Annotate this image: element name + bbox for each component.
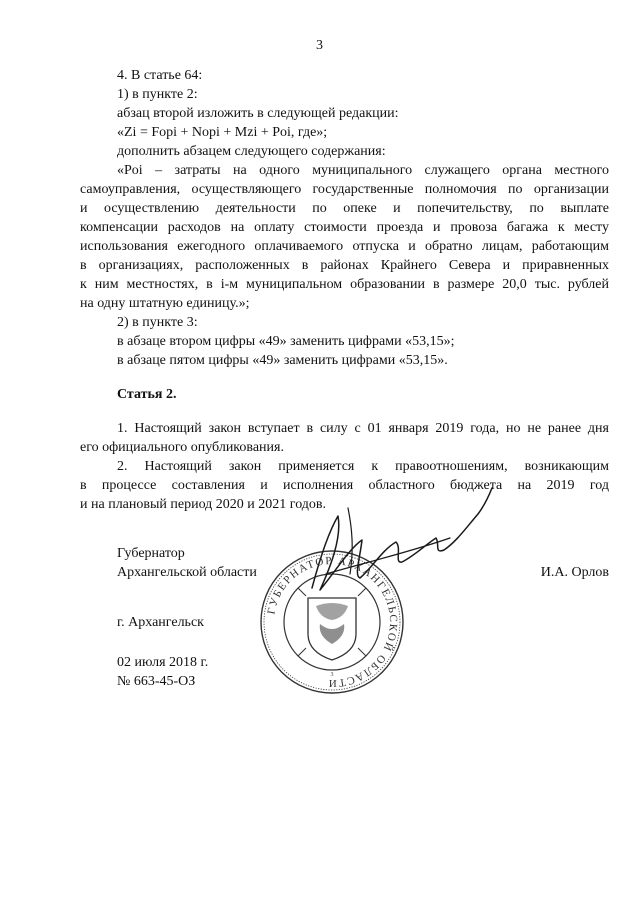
- article4-item2-a: в абзаце втором цифры «49» заменить цифрами «53,15»;: [117, 334, 455, 349]
- poi-line-5: использования ежегодного оплачиваемого отпуска и обратно лицам, работающим: [80, 239, 609, 254]
- poi-line-2: самоуправления, осуществляющего государственные полномочия по организации: [80, 182, 609, 197]
- law-number: № 663-45-ОЗ: [117, 674, 196, 689]
- article2-p2-line3: и на плановый период 2020 и 2021 годов.: [80, 497, 327, 512]
- poi-line-1: «Poi – затраты на одного муниципального служащего органа местного: [117, 163, 609, 178]
- article4-heading: 4. В статье 64:: [117, 68, 203, 83]
- poi-line-7: к ним местностях, в i-м муниципальном образовании в размере 20,0 тыс. рублей: [80, 277, 609, 292]
- seal-text: ГУБЕРНАТОР АРХАНГЕЛЬСКОЙ ОБЛАСТИ: [265, 554, 400, 690]
- signatory-title-line2: Архангельской области: [117, 565, 257, 580]
- article2-p2-line1: 2. Настоящий закон применяется к правоотношениям, возникающим: [117, 459, 609, 474]
- article4-para2: абзац второй изложить в следующей редакции:: [117, 106, 399, 121]
- poi-last-line: на одну штатную единицу.»;: [80, 296, 250, 311]
- page-number: 3: [316, 38, 323, 53]
- poi-line-4: компенсации расходов на оплату стоимости проезда и провоза багажа к месту: [80, 220, 609, 235]
- handwritten-signature-icon: [290, 478, 510, 613]
- article4-formula: «Zi = Fopi + Nopi + Mzi + Poi, где»;: [117, 125, 328, 140]
- seal-number: 3: [330, 672, 334, 678]
- article4-item2-b: в абзаце пятом цифры «49» заменить цифрами «53,15».: [117, 353, 448, 368]
- article2-p1-line2: его официального опубликования.: [80, 440, 284, 455]
- article4-item1: 1) в пункте 2:: [117, 87, 198, 102]
- poi-line-3: и осуществлению деятельности по опеке и попечительству, по выплате: [80, 201, 609, 216]
- article4-add-para: дополнить абзацем следующего содержания:: [117, 144, 386, 159]
- article2-p2-line2: в процессе составления и исполнения областного бюджета на 2019 год: [80, 478, 609, 493]
- article2-heading: Статья 2.: [117, 387, 177, 402]
- city: г. Архангельск: [117, 615, 204, 630]
- article2-p1-line1: 1. Настоящий закон вступает в силу с 01 января 2019 года, но не ранее дня: [117, 421, 609, 436]
- article4-item2: 2) в пункте 3:: [117, 315, 198, 330]
- signatory-title-line1: Губернатор: [117, 546, 185, 561]
- poi-line-6: в организациях, расположенных в районах Крайнего Севера и приравненных: [80, 258, 609, 273]
- law-date: 02 июля 2018 г.: [117, 655, 209, 670]
- signatory-name: И.А. Орлов: [540, 565, 609, 580]
